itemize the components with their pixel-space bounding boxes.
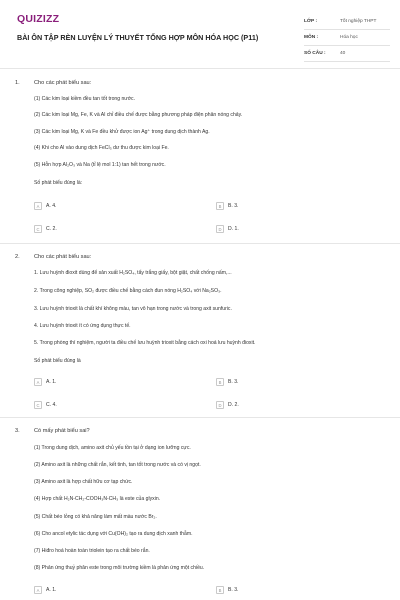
divider: [0, 68, 400, 69]
question-statement: 4. Lưu huỳnh trioxit ít có ứng dụng thực tế.: [34, 323, 131, 329]
question-statement: (2) Các kim loại Mg, Fe, K và Al chỉ điều chế được bằng phương pháp điện phân nóng chảy.: [34, 112, 243, 118]
question-statement: (6) Cho ancol etylic tác dụng với Cu(OH)₂ tạo ra dung dịch xanh thẫm.: [34, 531, 193, 537]
option-letter-box: A: [34, 202, 42, 210]
quizizz-logo[interactable]: QUIZIZZ: [17, 13, 60, 25]
option-label: C. 2.: [46, 226, 57, 232]
meta-row-subject: [304, 30, 390, 46]
question-statement: (5) Hỗn hợp Al₂O₃ và Na (tỉ lệ mol 1:1) tan hết trong nước.: [34, 162, 166, 168]
question-statement: (1) Trong dung dịch, amino axit chủ yếu tồn tại ở dạng ion lưỡng cực.: [34, 445, 191, 451]
question-number: 1.: [15, 80, 20, 86]
option-a[interactable]: [34, 378, 56, 386]
option-a[interactable]: [34, 586, 56, 594]
question-statement: (1) Các kim loại kiềm đều tan tốt trong nước.: [34, 96, 136, 102]
option-label: A. 1.: [46, 587, 57, 593]
question-number: 3.: [15, 428, 20, 434]
worksheet-title: BÀI ÔN TẬP RÈN LUYỆN LÝ THUYẾT TỔNG HỢP MÔN HÓA HỌC (P11): [17, 33, 259, 42]
worksheet-header: [0, 0, 400, 66]
option-d[interactable]: [216, 401, 239, 409]
option-label: A. 4.: [46, 203, 57, 209]
option-letter-box: C: [34, 401, 42, 409]
option-label: B. 3.: [228, 203, 239, 209]
option-b[interactable]: [216, 202, 238, 210]
question-footer: Số phát biểu đúng là:: [34, 180, 83, 186]
option-label: D. 2.: [228, 402, 239, 408]
option-b[interactable]: [216, 378, 238, 386]
question-prompt: Cho các phát biểu sau:: [34, 254, 92, 260]
meta-row-count: [304, 46, 390, 62]
meta-key: MÔN :: [304, 35, 319, 40]
question-number: 2.: [15, 254, 20, 260]
question-statement: (3) Amino axit là hợp chất hữu cơ tạp chức.: [34, 479, 133, 485]
option-label: D. 1.: [228, 226, 239, 232]
option-b[interactable]: [216, 586, 238, 594]
question-statement: (3) Các kim loại Mg, K và Fe đều khử được ion Ag⁺ trong dung dịch thành Ag.: [34, 129, 210, 135]
question-statement: (2) Amino axit là những chất rắn, kết tinh, tan tốt trong nước và có vị ngọt.: [34, 462, 201, 468]
question-statement: (4) Khi cho Al vào dung dịch FeCl₃ dư thu được kim loại Fe.: [34, 145, 169, 151]
option-c[interactable]: [34, 225, 57, 233]
question-statement: (5) Chất béo lỏng có khả năng làm mất màu nước Br₂.: [34, 514, 157, 520]
meta-key: SỐ CÂU :: [304, 51, 326, 56]
meta-value: Hóa học: [340, 35, 358, 40]
question-statement: 3. Lưu huỳnh trioxit là chất khí không màu, tan vô hạn trong nước và trong axit sunfuric.: [34, 306, 232, 312]
question-statement: (4) Hợp chất H₂N-CH₂-COOH₃N-CH₃ là este của glyxin.: [34, 496, 161, 502]
option-c[interactable]: [34, 401, 57, 409]
option-letter-box: B: [216, 378, 224, 386]
question-statement: (7) Hiđro hoá hoàn toàn triolein tạo ra chất béo rắn.: [34, 548, 150, 554]
option-label: B. 3.: [228, 379, 239, 385]
question-prompt: Cho các phát biểu sau:: [34, 80, 92, 86]
meta-value: Tốt nghiệp THPT: [340, 19, 377, 24]
option-letter-box: B: [216, 202, 224, 210]
option-letter-box: A: [34, 586, 42, 594]
option-letter-box: C: [34, 225, 42, 233]
question-statement: 1. Lưu huỳnh đioxit dùng để sản xuất H₂SO₄, tẩy trắng giấy, bột giặt, chất chống nấm,...: [34, 270, 232, 276]
meta-key: LỚP :: [304, 19, 318, 24]
meta-row-grade: [304, 14, 390, 30]
question-statement: 2. Trong công nghiệp, SO₂ được điều chế bằng cách đun nóng H₂SO₄ với Na₂SO₃.: [34, 288, 222, 294]
question-footer: Số phát biểu đúng là: [34, 358, 81, 364]
option-d[interactable]: [216, 225, 239, 233]
divider: [0, 417, 400, 418]
worksheet-meta: [304, 14, 390, 62]
option-letter-box: A: [34, 378, 42, 386]
option-label: C. 4.: [46, 402, 57, 408]
option-letter-box: D: [216, 401, 224, 409]
question-statement: (8) Phản ứng thuỷ phân este trong môi trường kiềm là phản ứng một chiều.: [34, 565, 205, 571]
question-prompt: Có mấy phát biểu sai?: [34, 428, 90, 434]
meta-value: 40: [340, 51, 346, 56]
option-letter-box: B: [216, 586, 224, 594]
divider: [0, 243, 400, 244]
question-statement: 5. Trong phòng thí nghiệm, người ta điều chế lưu huỳnh trioxit bằng cách oxi hoá lưu huỳnh đioxit.: [34, 340, 256, 346]
option-a[interactable]: [34, 202, 56, 210]
option-label: B. 3.: [228, 587, 239, 593]
option-label: A. 1.: [46, 379, 57, 385]
option-letter-box: D: [216, 225, 224, 233]
